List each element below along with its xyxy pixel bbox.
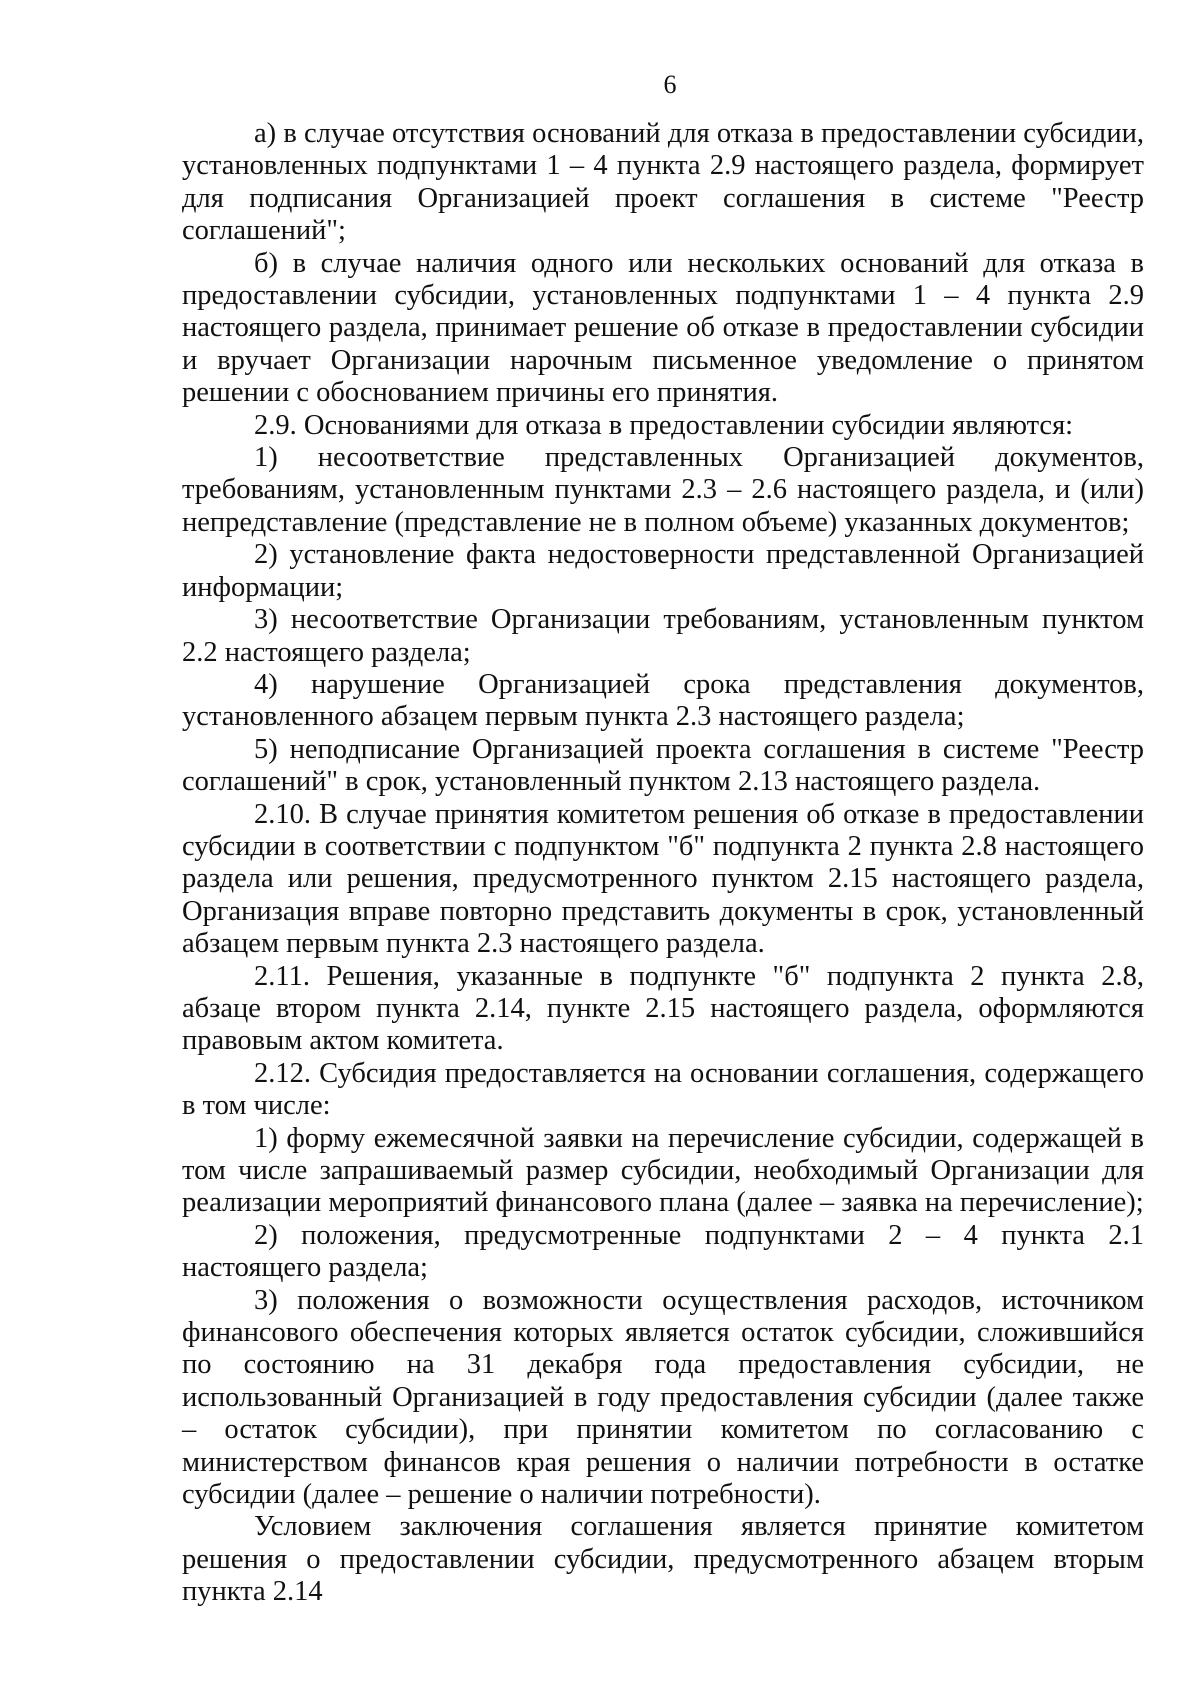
paragraph-2-9: 2.9. Основаниями для отказа в предоставлении субсидии являются: (254, 409, 1074, 441)
paragraph-2-9-item-3: 3) несоответствие Организации требованиям, установленным пунктом 2.2 настоящего раздела; (182, 604, 1144, 668)
paragraph-condition: Условием заключения соглашения является принятие комитетом решения о предоставлении субсидии, предусмотренного абзацем вторым пункта 2.14 (182, 1511, 1144, 1608)
paragraph-2-12-item-3: 3) положения о возможности осуществления расходов, источником финансового обеспечения которых является остаток субсидии, сложившийся по состоянию на 31 декабря года предоставления субсидии, не использованный Организацией в году предоставления субсидии (далее также – остаток субсидии), при принятии комитетом по согласованию с министерством финансов края решения о наличии потребности в остатке субсидии (далее – решение о наличии потребности). (182, 1284, 1144, 1511)
paragraph-2-9-item-4: 4) нарушение Организацией срока представления документов, установленного абзацем первым пункта 2.3 настоящего раздела; (182, 668, 1144, 733)
paragraph-2-10: 2.10. В случае принятия комитетом решения об отказе в предоставлении субсидии в соответствии с подпунктом "б" подпункта 2 пункта 2.8 настоящего раздела или решения, предусмотренного пунктом 2.15 настоящего раздела, Организация вправе повторно представить документы в срок, установленный абзацем первым пункта 2.3 настоящего раздела. (182, 798, 1144, 960)
paragraph-2-11: 2.11. Решения, указанные в подпункте "б" подпункта 2 пункта 2.8, абзаце втором пункта 2.14, пункте 2.15 настоящего раздела, оформляются правовым актом комитета. (182, 960, 1144, 1057)
paragraph-2-9-item-2: 2) установление факта недостоверности представленной Организацией информации; (182, 539, 1144, 603)
paragraph-b: б) в случае наличия одного или нескольких оснований для отказа в предоставлении субсидии, установленных подпунктами 1 – 4 пункта 2.9 настоящего раздела, принимает решение об отказе в предоставлении субсидии и вручает Организации нарочным письменное уведомление о принятом решении с обоснованием причины его принятия. (182, 247, 1144, 409)
paragraph-2-9-item-5: 5) неподписание Организацией проекта соглашения в системе "Реестр соглашений" в срок, установленный пунктом 2.13 настоящего раздела. (182, 733, 1144, 798)
paragraph-2-9-item-1: 1) несоответствие представленных Организацией документов, требованиям, установленным пунктами 2.3 – 2.6 настоящего раздела, и (или) непредставление (представление не в полном объеме) указанных документов; (182, 442, 1144, 538)
paragraph-2-12-item-1: 1) форму ежемесячной заявки на перечисление субсидии, содержащей в том числе запрашиваемый размер субсидии, необходимый Организации для реализации мероприятий финансового плана (далее – заявка на перечисление); (182, 1122, 1144, 1219)
paragraph-a: а) в случае отсутствия оснований для отказа в предоставлении субсидии, установленных подпунктами 1 – 4 пункта 2.9 настоящего раздела, формирует для подписания Организацией проект соглашения в системе "Реестр соглашений"; (182, 118, 1144, 247)
paragraph-2-12: 2.12. Субсидия предоставляется на основании соглашения, содержащего в том числе: (182, 1057, 1144, 1122)
document-body (182, 118, 1144, 1609)
page-number: 6 (663, 70, 677, 99)
paragraph-2-12-item-2: 2) положения, предусмотренные подпунктами 2 – 4 пункта 2.1 настоящего раздела; (182, 1219, 1144, 1284)
